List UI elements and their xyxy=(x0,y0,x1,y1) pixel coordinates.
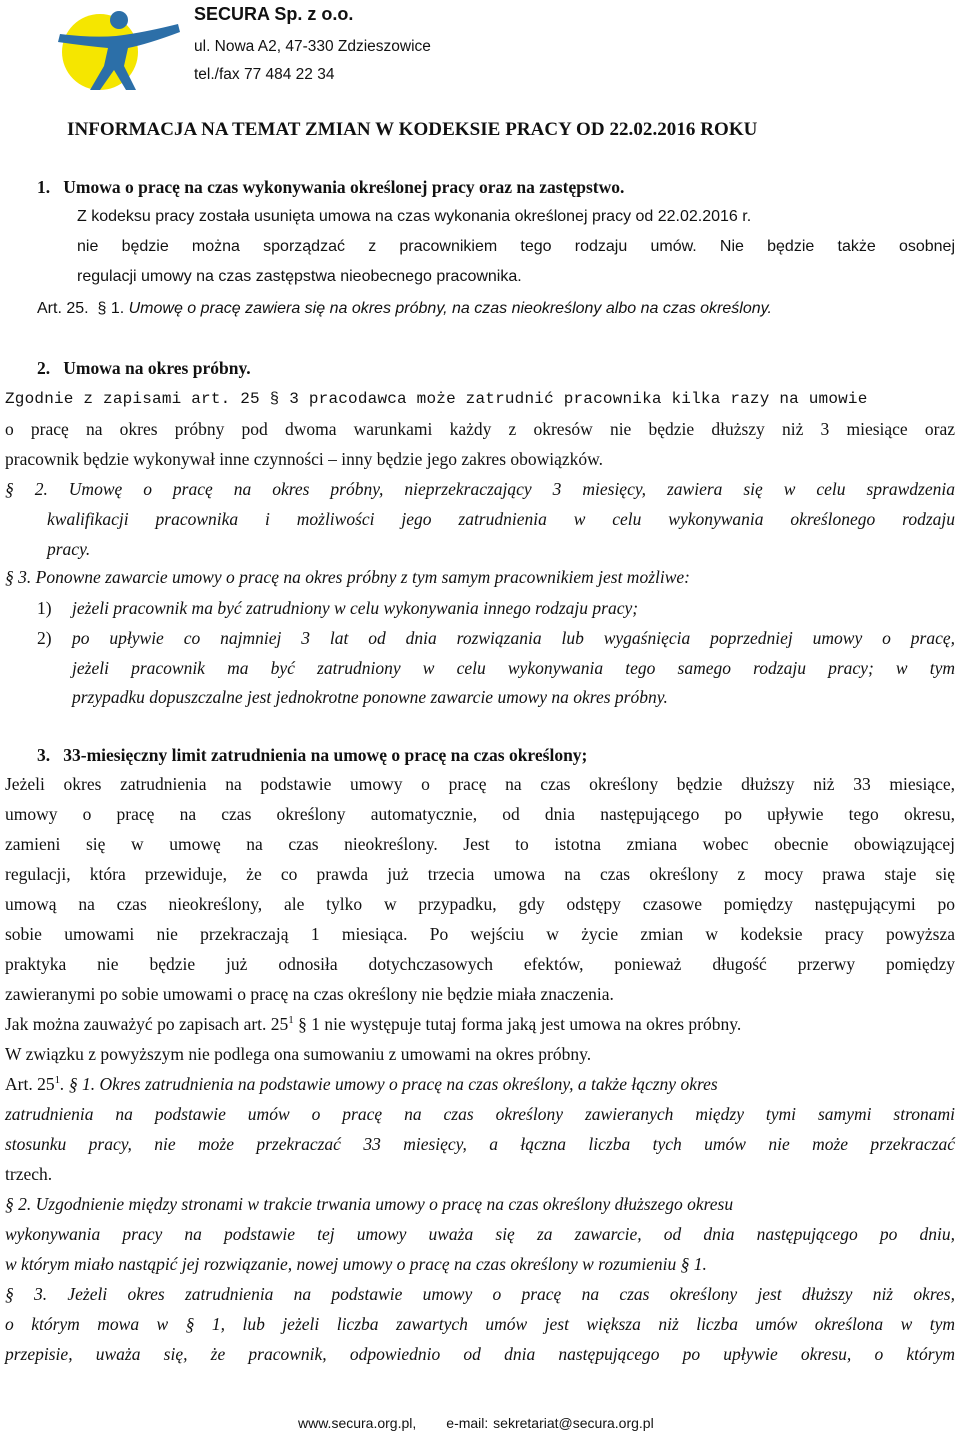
section-2-paragraph-2: kwalifikacji pracownika i możliwości jego zatrudnienia w celu wykonywania określonego rodzaju xyxy=(47,509,955,529)
company-name: SECURA Sp. z o.o. xyxy=(194,4,354,24)
section-1-line: nie będzie można sporządzać z pracownikiem tego rodzaju umów. Nie będzie także osobnej xyxy=(77,238,955,255)
company-phone: tel./fax 77 484 22 34 xyxy=(194,66,335,83)
section-2-line: Zgodnie z zapisami art. 25 § 3 pracodawca może zatrudnić pracownika kilka razy na umowie xyxy=(5,390,868,408)
article-paragraph-3: przepisie, uważa się, że pracownik, odpowiednio od dnia następującego po upływie okresu, o którym xyxy=(5,1344,955,1364)
article-label: . § 1. xyxy=(60,1074,96,1094)
article-text: Umowę o pracę zawiera się na okres próbny, na czas nieokreślony albo na czas określony. xyxy=(128,300,772,317)
list-item-number: 2) xyxy=(37,628,52,648)
section-1-heading: 1. Umowa o pracę na czas wykonywania określonej pracy oraz na zastępstwo. xyxy=(37,177,625,197)
section-3-note xyxy=(5,1013,741,1035)
superscript: 1 xyxy=(288,1014,294,1027)
article-25 xyxy=(37,298,772,320)
document-title: INFORMACJA NA TEMAT ZMIAN W KODEKSIE PRACY OD 22.02.2016 ROKU xyxy=(67,119,758,140)
section-3-line: umowy o pracę na czas określony automatycznie, od dnia następującego po upływie tego okresu, xyxy=(5,804,955,824)
section-3-line: zawieranymi po sobie umowami o pracę na czas określony nie będzie miała znaczenia. xyxy=(5,984,614,1004)
list-item-text: jeżeli pracownik ma być zatrudniony w celu wykonywania innego rodzaju pracy; xyxy=(72,598,639,618)
section-2-line: o pracę na okres próbny pod dwoma warunkami każdy z okresów nie będzie dłuższy niż 3 miesiące oraz xyxy=(5,419,955,439)
section-3-line: Jeżeli okres zatrudnienia na podstawie umowy o pracę na czas określony będzie dłuższy niż 33 miesiące, xyxy=(5,774,955,794)
article-text: stosunku pracy, nie może przekraczać 33 miesięcy, a łączna liczba tych umów nie może przekraczać xyxy=(5,1134,955,1154)
note-text: Jak można zauważyć po zapisach art. 25 xyxy=(5,1014,289,1034)
article-25-1 xyxy=(5,1073,955,1095)
section-1-line: regulacji umowy na czas zastępstwa nieobecnego pracownika. xyxy=(77,268,522,285)
footer xyxy=(298,1415,654,1431)
article-paragraph-2: § 2. Uzgodnienie między stronami w trakcie trwania umowy o pracę na czas określony dłuższego okresu xyxy=(5,1194,734,1214)
section-3-heading: 3. 33-miesięczny limit zatrudnienia na umowę o pracę na czas określony; xyxy=(37,745,588,765)
list-item-text: jeżeli pracownik ma być zatrudniony w celu wykonywania tego samego rodzaju pracy; w tym xyxy=(72,658,955,678)
superscript: 1 xyxy=(54,1074,61,1087)
footer-website[interactable]: www.secura.org.pl, xyxy=(298,1415,417,1431)
company-address: ul. Nowa A2, 47-330 Zdzieszowice xyxy=(194,38,431,55)
section-3-line: praktyka nie będzie już odnosiła dotychczasowych efektów, ponieważ długość przerwy pomiędzy xyxy=(5,954,955,974)
section-3-line: zamieni się w umowę na czas nieokreślony. Jest to istotna zmiana wobec obecnie obowiązującej xyxy=(5,834,955,854)
section-1-line: Z kodeksu pracy została usunięta umowa na czas wykonania określonej pracy od 22.02.2016 r. xyxy=(77,208,752,225)
article-paragraph-3: § 3. Jeżeli okres zatrudnienia na podstawie umowy o pracę na czas określony jest dłuższy niż okres, xyxy=(5,1284,955,1304)
list-item-text: po upływie co najmniej 3 lat od dnia rozwiązania lub wygaśnięcia poprzedniej umowy o pracę, xyxy=(72,628,955,648)
article-text: zatrudnienia na podstawie umów o pracę na czas określony zawieranych między tymi samymi stronami xyxy=(5,1104,955,1124)
article-paragraph-2: wykonywania pracy na podstawie tej umowy uważa się za zawarcie, od dnia następującego po dniu, xyxy=(5,1224,955,1244)
section-3-line: umową na czas nieokreślony, ale tylko w przypadku, gdy odstępy czasowe pomiędzy następującymi po xyxy=(5,894,955,914)
section-2-heading: 2. Umowa na okres próbny. xyxy=(37,358,251,378)
article-paragraph-2: w którym miało nastąpić jej rozwiązanie, nowej umowy o pracę na czas określony w rozumieniu § 1. xyxy=(5,1254,707,1274)
secura-figure-logo-icon xyxy=(52,6,184,90)
article-text: trzech. xyxy=(5,1164,53,1184)
section-3-line: regulacji, która przewiduje, że co prawda już trzecia umowa na czas określony z mocy prawa staje się xyxy=(5,864,955,884)
article-text: Okres zatrudnienia na podstawie umowy o pracę na czas określony, a także łączny okres xyxy=(99,1074,718,1094)
section-3-line: sobie umowami nie przekraczają 1 miesiąca. Po wejściu w życie zmian w kodeksie pracy powyższa xyxy=(5,924,955,944)
list-item-text: przypadku dopuszczalne jest jednokrotne ponowne zawarcie umowy na okres próbny. xyxy=(72,687,668,707)
article-label: Art. 25 xyxy=(5,1074,55,1094)
article-paragraph-3: o którym mowa w § 1, lub jeżeli liczba zawartych umów jest większa niż liczba umów określona w tym xyxy=(5,1314,955,1334)
list-item-number: 1) xyxy=(37,598,52,618)
footer-email[interactable]: e-mail: sekretariat@secura.org.pl xyxy=(446,1415,654,1431)
section-2-paragraph-2: pracy. xyxy=(47,539,91,559)
article-label: Art. 25. § 1. xyxy=(37,300,125,317)
section-2-paragraph-2: § 2. Umowę o pracę na okres próbny, nieprzekraczający 3 miesięcy, zawiera się w celu sprawdzenia xyxy=(5,479,955,499)
section-3-note: W związku z powyższym nie podlega ona sumowaniu z umowami na okres próbny. xyxy=(5,1044,592,1064)
section-2-paragraph-3: § 3. Ponowne zawarcie umowy o pracę na okres próbny z tym samym pracownikiem jest możliwe: xyxy=(5,567,690,587)
section-2-line: pracownik będzie wykonywał inne czynności – inny będzie jego zakres obowiązków. xyxy=(5,449,604,469)
note-text: § 1 nie występuje tutaj forma jaką jest umowa na okres próbny. xyxy=(293,1014,742,1034)
